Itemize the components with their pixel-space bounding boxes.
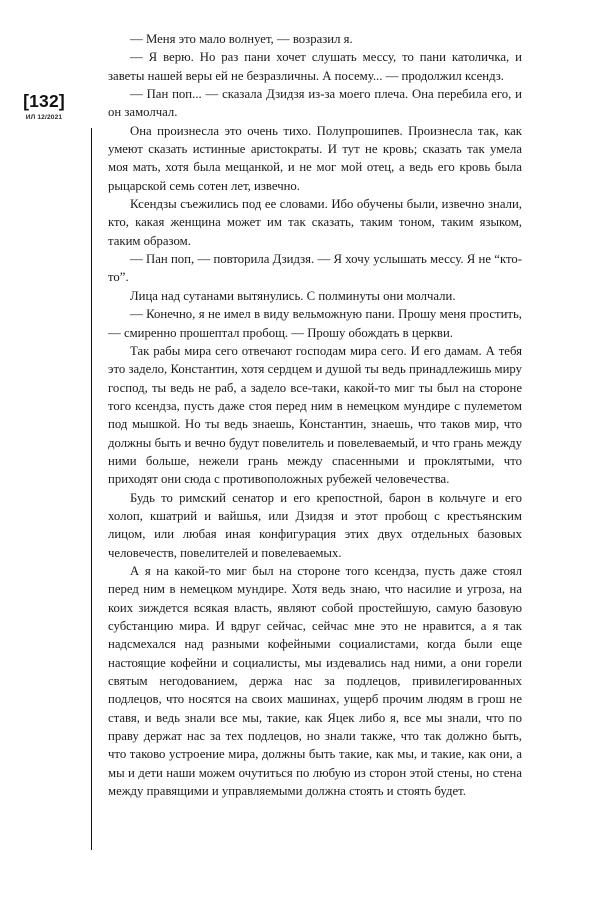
paragraph: — Меня это мало волнует, — возразил я. [130,32,353,46]
paragraph: Будь то римский сенатор и его крепостной, барон в кольчуге и его холоп, кшатрий и вайшья, или Дзидзя и этот пробощ с крестьянским лицом, или любая иная конфигурация этих двух отдельных базовых человечеств, повелителей и повелеваемых. [108,490,522,560]
paragraph: — Конечно, я не имел в виду вельможную пани. Прошу меня простить, — смиренно прошептал пробощ. — Прошу обождать в церкви. [108,307,522,340]
paragraph: Так рабы мира сего отвечают господам мира сего. И его дамам. А тебя это задело, Константин, хотя сердцем и душой ты ведь принадлежишь миру господ, ты ведь не раб, а задело все-таки, какой-то миг ты был на стороне того ксендза, пусть даже стоя перед ним в немецком мундире с пулеметом под мышкой. Но ты ведь знаешь, Константин, знаешь, что таков мир, что должны быть и вечно будут повелитель и повелеваемый, и что грань между ними больше, нежели грань между спасенными и проклятыми, что приходят они сюда с противоположных рубежей человечества. [108,343,522,487]
body-text-column [108,30,522,800]
paragraph: — Пан поп... — сказала Дзидзя из-за моего плеча. Она перебила его, и он замолчал. [108,87,522,120]
paragraph: Она произнесла это очень тихо. Полупрошипев. Произнесла так, как умеют сказать истинные аристократы. И тут не кровь; сказать так умела моя мать, хотя была мещанкой, и не мог мой отец, а ведь его кровь была рыцарской семь сотен лет, извечно. [108,123,522,193]
paragraph: А я на какой-то миг был на стороне того ксендза, пусть даже стоял перед ним в немецком мундире. Хотя ведь знаю, что насилие и угроза, на коих зиждется всякая власть, являют собой простейшую, самую базовую субстанцию мира. И вдруг сейчас, сейчас мне это не нравится, а я так надсмехался над разными кофейными социалистами, когда были еще настоящие кофейни и социалисты, мы издевались над ними, а они горели святым негодованием, держа нас за подлецов, привилегированных подлецов, что носятся на своих машинах, ущерб прочим людям в грош не ставя, и ведь знали все мы, такие, как Яцек либо я, все мы знали, что по праву держат нас за тех подлецов, но знали также, что так должно быть, что таково устроение мира, должны быть такие, как мы, и такие, как они, а мы и дети наши можем очутиться по любую из сторон этой стены, но стена между правящими и управляемыми должна стоять и стоять будет. [108,563,522,799]
paragraph: — Я верю. Но раз пани хочет слушать мессу, то пани католичка, и заветы нашей веры ей не безразличны. А посему... — продолжил ксендз. [108,50,522,83]
left-margin [0,0,92,910]
folio-group [0,92,88,121]
paragraph: Ксендзы съежились под ее словами. Ибо обучены были, извечно знали, кто, какая женщина может им так сказать, таким тоном, таким языком, таким образом. [108,197,522,248]
paragraph: — Пан поп, — повторила Дзидзя. — Я хочу услышать мессу. Я не “кто-то”. [108,252,522,285]
paragraph: Лица над сутанами вытянулись. С полминуты они молчали. [130,288,456,303]
issue-label: ИЛ 12/2021 [25,114,63,122]
page-number: [132] [23,91,65,111]
margin-vertical-rule [91,128,92,850]
